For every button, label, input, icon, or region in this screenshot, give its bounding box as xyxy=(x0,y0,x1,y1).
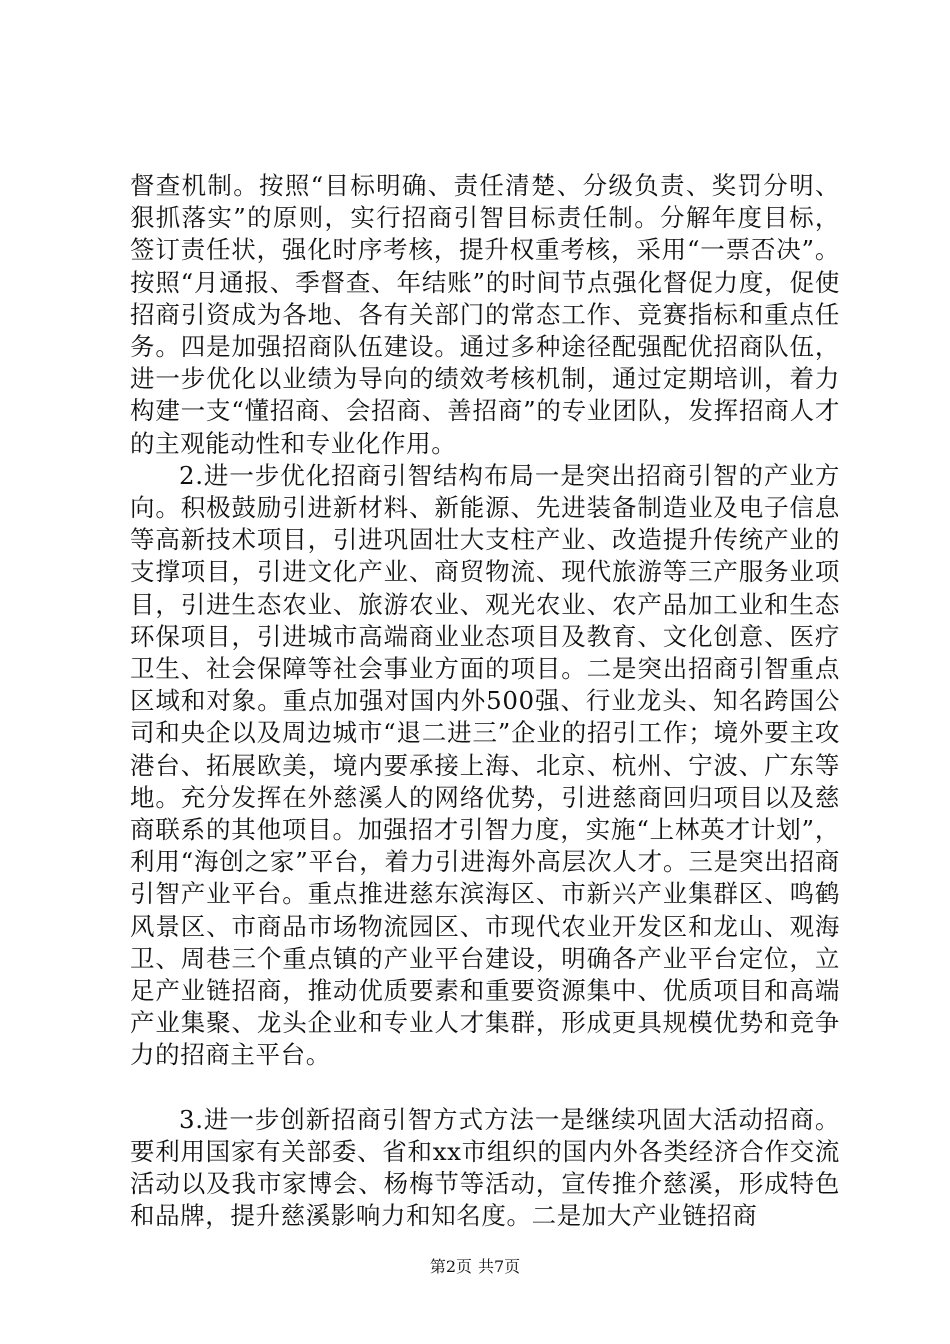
page-total: 共7页 xyxy=(478,1257,521,1276)
page-footer xyxy=(0,1254,950,1277)
paragraph-innovate-methods: 3.进一步创新招商引智方式方法一是继续巩固大活动招商。要利用国家有关部委、省和xx市组织的国内外各类经济合作交流活动以及我市家博会、杨梅节等活动，宣传推介慈溪，形成特色和品牌，提升慈溪影响力和知名度。二是加大产业链招商 xyxy=(130,1104,840,1231)
document-body xyxy=(130,170,840,1233)
paragraph-optimize-layout: 2.进一步优化招商引智结构布局一是突出招商引智的产业方向。积极鼓励引进新材料、新能源、先进装备制造业及电子信息等高新技术项目，引进巩固壮大支柱产业、改造提升传统产业的支撑项目，引进文化产业、商贸物流、现代旅游等三产服务业项目，引进生态农业、旅游农业、观光农业、农产品加工业和生态环保项目，引进城市高端商业业态项目及教育、文化创意、医疗卫生、社会保障等社会事业方面的项目。二是突出招商引智重点区域和对象。重点加强对国内外500强、行业龙头、知名跨国公司和央企以及周边城市“退二进三”企业的招引工作；境外要主攻港台、拓展欧美，境内要承接上海、北京、杭州、宁波、广东等地。充分发挥在外慈溪人的网络优势，引进慈商回归项目以及慈商联系的其他项目。加强招才引智力度，实施“上林英才计划”，利用“海创之家”平台，着力引进海外高层次人才。三是突出招商引智产业平台。重点推进慈东滨海区、市新兴产业集群区、鸣鹤风景区、市商品市场物流园区、市现代农业开发区和龙山、观海卫、周巷三个重点镇的产业平台建设，明确各产业平台定位，立足产业链招商，推动优质要素和重要资源集中、优质项目和高端产业集聚、龙头企业和专业人才集群，形成更具规模优势和竞争力的招商主平台。 xyxy=(130,460,840,1070)
paragraph-supervision-mechanism: 督查机制。按照“目标明确、责任清楚、分级负责、奖罚分明、狠抓落实”的原则，实行招商引智目标责任制。分解年度目标，签订责任状，强化时序考核，提升权重考核，采用“一票否决”。按照“月通报、季督查、年结账”的时间节点强化督促力度，促使招商引资成为各地、各有关部门的常态工作、竞赛指标和重点任务。四是加强招商队伍建设。通过多种途径配强配优招商队伍，进一步优化以业绩为导向的绩效考核机制，通过定期培训，着力构建一支“懂招商、会招商、善招商”的专业团队，发挥招商人才的主观能动性和专业化作用。 xyxy=(130,171,840,458)
page-number: 第2页 xyxy=(429,1257,472,1276)
